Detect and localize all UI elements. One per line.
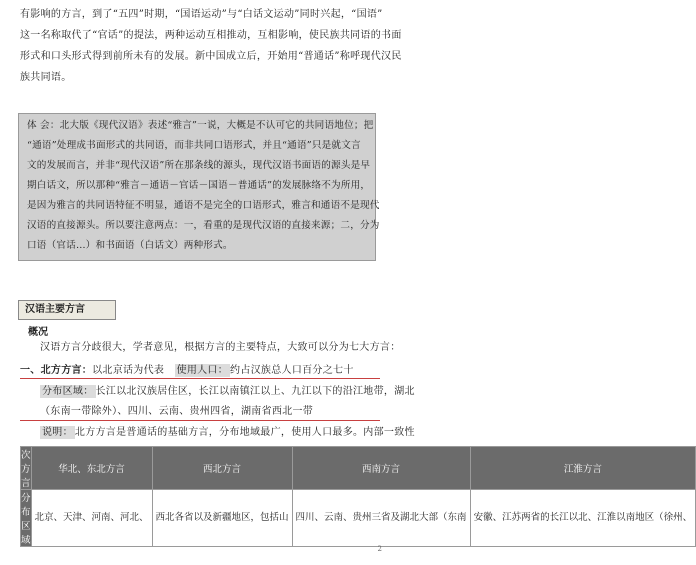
note-line: 口语（官话…）和书面语（白话文）两种形式。 bbox=[27, 240, 233, 251]
intro-line-2: 这一名称取代了“官话”的提法，两种运动互相推动，互相影响，使民族共同语的书面 bbox=[20, 30, 402, 41]
table-cell: 北京、天津、河南、河北、 bbox=[31, 490, 152, 547]
table-header: 西北方言 bbox=[152, 447, 292, 490]
desc-text: 北方方言是普通话的基础方言，分布地域最广，使用人口最多。内部一致性 bbox=[74, 427, 415, 438]
intro-line-3: 形式和口头形式得到前所未有的发展。新中国成立后，开始用“普通话”称呼现代汉民 bbox=[20, 51, 402, 62]
region-label: 分布区域： bbox=[42, 386, 94, 397]
intro-line-1: 有影响的方言，到了“五四”时期，“国语运动”与“白话文运动”同时兴起，“国语” bbox=[20, 9, 383, 20]
note-line: 期白话文，所以那种“雅言－通语－官话－国语－普通话”的发展脉络不为所用， bbox=[27, 180, 371, 191]
north-representative: 以北京话为代表 bbox=[92, 365, 165, 376]
note-box bbox=[18, 113, 380, 261]
divider bbox=[20, 378, 380, 379]
dialect-table bbox=[20, 446, 696, 547]
page-number: 2 bbox=[377, 545, 382, 553]
usage-text: 约占汉族总人口百分之七十 bbox=[230, 365, 354, 376]
region-line bbox=[40, 381, 415, 402]
note-line: 汉语的直接源头。所以要注意两点：一，看重的是现代汉语的直接来源；二，分为 bbox=[27, 220, 380, 231]
region-line-2: （东南一带除外）、四川、云南、贵州四省，湖南省西北一带 bbox=[40, 406, 314, 417]
note-line: “通语”处理成书面形式的共同语，而非共同口语形式，并且“通语”只是就文言 bbox=[27, 140, 361, 151]
divider bbox=[20, 420, 380, 421]
table-header: 华北、东北方言 bbox=[31, 447, 152, 490]
intro-line-4: 族共同语。 bbox=[20, 72, 72, 83]
overview-text: 汉语方言分歧很大，学者意见，根据方言的主要特点，大致可以分为七大方言： bbox=[40, 342, 401, 353]
note-line: 体 会：北大版《现代汉语》表述“雅言”一说，大概是不认可它的共同语地位；把 bbox=[27, 120, 374, 131]
table-header: 江淮方言 bbox=[470, 447, 696, 490]
desc-label: 说明： bbox=[42, 427, 73, 438]
north-dialect-title: 一、北方方言： bbox=[20, 365, 93, 376]
table-header: 次方言 bbox=[21, 447, 32, 490]
usage-label: 使用人口： bbox=[176, 365, 229, 376]
table-cell: 四川、云南、贵州三省及湖北大部（东南 bbox=[292, 490, 470, 547]
note-line: 是因为雅言的共同语特征不明显，通语不是完全的口语形式，雅言和通语不是现代 bbox=[27, 200, 380, 211]
table-row-label: 分布区域 bbox=[21, 490, 32, 547]
desc-line bbox=[40, 422, 415, 443]
table-cell: 安徽、江苏两省的长江以北、江淮以南地区（徐州、 bbox=[470, 490, 696, 547]
table-cell: 西北各省以及新疆地区，包括山 bbox=[152, 490, 292, 547]
table-header: 西南方言 bbox=[292, 447, 470, 490]
section-heading: 汉语主要方言 bbox=[18, 300, 116, 320]
section-subheading: 概况 bbox=[28, 327, 48, 338]
note-line: 文的发展而言，并非“现代汉语”所在那条线的源头，现代汉语书面语的源头是早 bbox=[27, 160, 371, 171]
region-text: 长江以北汉族居住区，长江以南镇江以上、九江以下的沿江地带，湖北 bbox=[95, 386, 415, 397]
